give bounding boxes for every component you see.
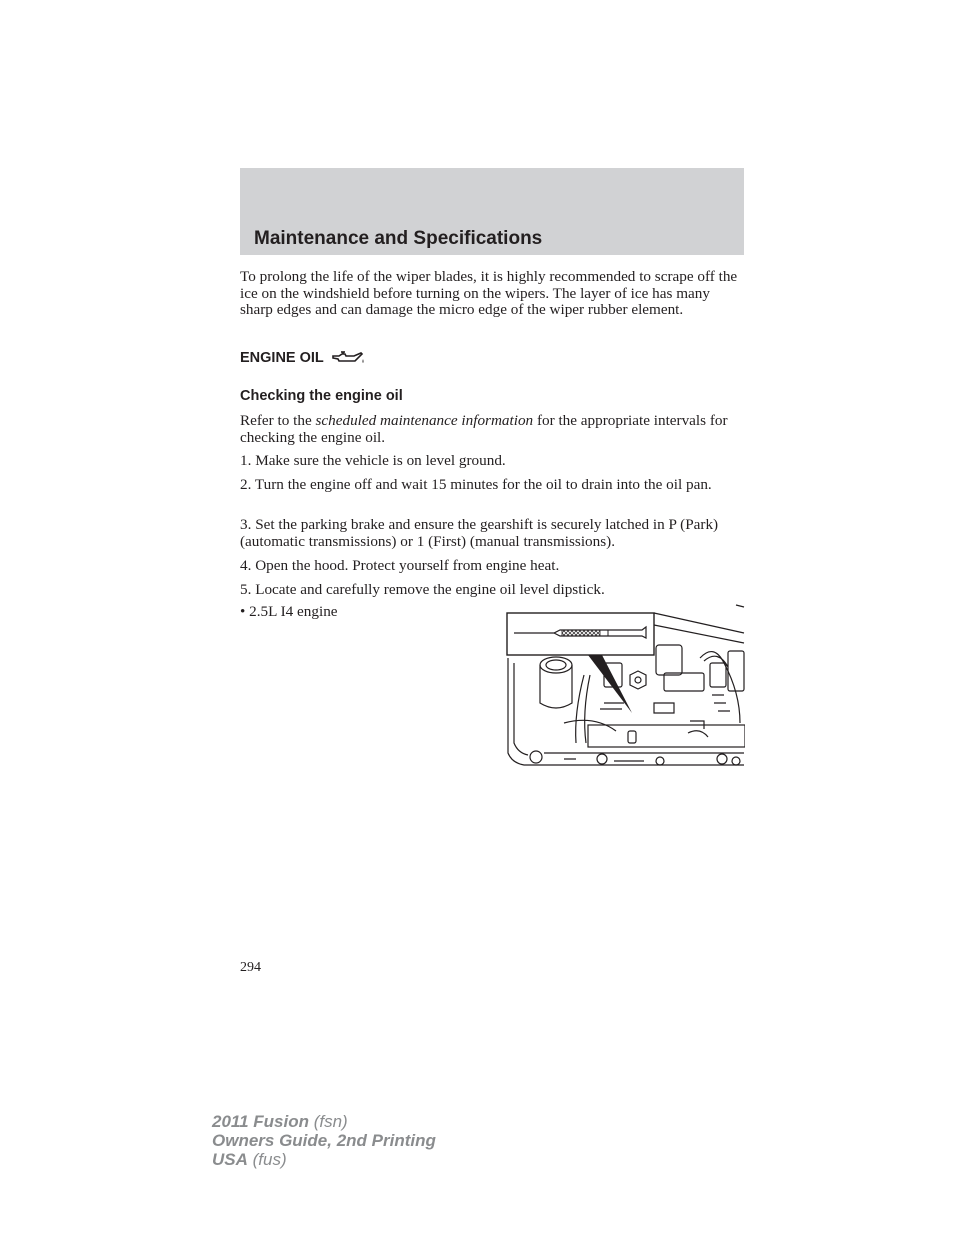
engine-bullet: • 2.5L I4 engine: [240, 603, 338, 620]
step-5: 5. Locate and carefully remove the engine oil level dipstick.: [240, 581, 605, 598]
engine-oil-heading: [240, 350, 366, 366]
refer-text-start: Refer to the: [240, 412, 316, 429]
step-3: 3. Set the parking brake and ensure the gearshift is securely latched in P (Park) (automatic transmissions) or 1 (First) (manual transmissions).: [240, 516, 719, 550]
footer-region: USA: [212, 1150, 248, 1169]
footer-line-2: [212, 1131, 436, 1150]
footer-line-3: [212, 1150, 436, 1169]
step-2: 2. Turn the engine off and wait 15 minutes for the oil to drain into the oil pan.: [240, 476, 712, 493]
document-footer: [212, 1112, 436, 1169]
scheduled-maintenance-reference: scheduled maintenance information: [315, 412, 534, 429]
oil-can-icon: [330, 350, 366, 366]
intro-paragraph: To prolong the life of the wiper blades, it is highly recommended to scrape off the ice on the windshield before turning on the wipers. The layer of ice has many sharp edges and can damage the micro edge of the wiper rubber element.: [240, 268, 738, 318]
engine-dipstick-illustration: [504, 603, 745, 768]
footer-model: 2011 Fusion: [212, 1112, 309, 1131]
footer-guide-title: Owners Guide, 2nd Printing: [212, 1131, 436, 1150]
page-number: 294: [240, 960, 261, 975]
engine-oil-heading-text: ENGINE OIL: [240, 350, 324, 366]
section-header-band: [240, 168, 744, 255]
step-1: 1. Make sure the vehicle is on level ground.: [240, 452, 506, 469]
refer-text-end: for the appropriate intervals for checking the engine oil.: [240, 412, 728, 446]
refer-paragraph: [240, 413, 744, 446]
footer-line-1: [212, 1112, 436, 1131]
step-4: 4. Open the hood. Protect yourself from engine heat.: [240, 557, 560, 574]
footer-model-code: (fsn): [309, 1112, 348, 1131]
footer-region-code: (fus): [247, 1150, 287, 1169]
page-title: Maintenance and Specifications: [254, 228, 543, 249]
checking-engine-oil-heading: Checking the engine oil: [240, 388, 403, 404]
